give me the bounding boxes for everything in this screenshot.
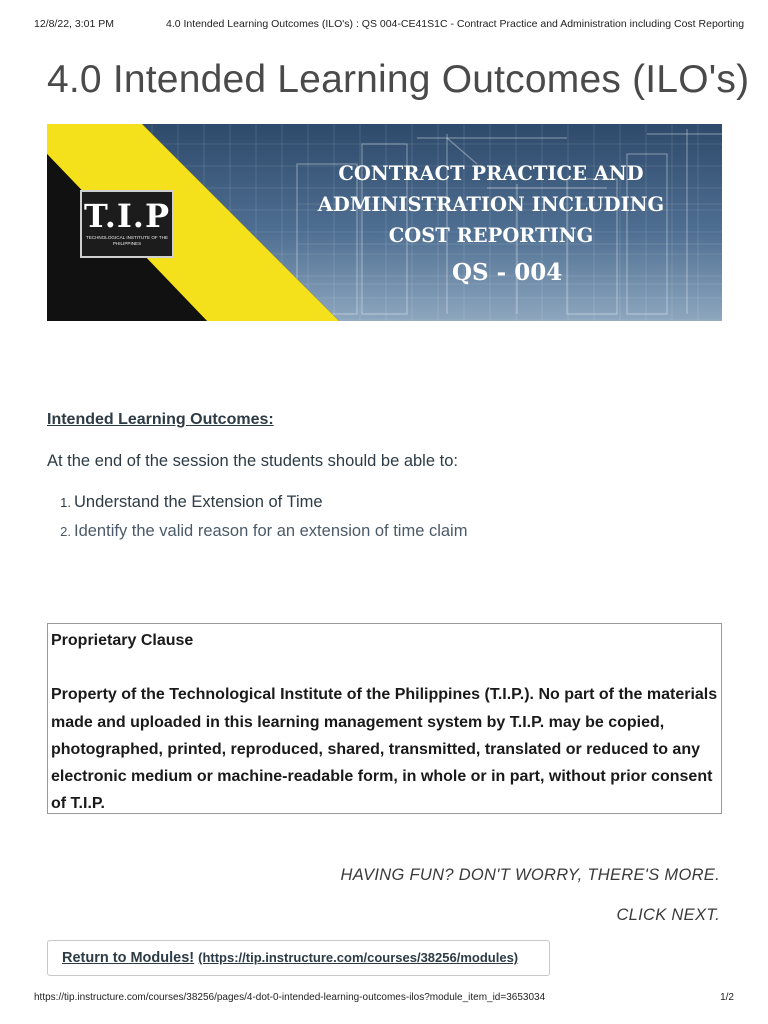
outcome-text: Identify the valid reason for an extension of time claim bbox=[74, 522, 468, 540]
banner-title: CONTRACT PRACTICE AND ADMINISTRATION INCLUDING COST REPORTING bbox=[317, 162, 665, 247]
closing-fun-text: HAVING FUN? DON'T WORRY, THERE'S MORE. bbox=[340, 866, 720, 884]
closing-next-text: CLICK NEXT. bbox=[616, 906, 720, 924]
clause-title: Proprietary Clause bbox=[51, 632, 194, 649]
return-to-modules-link[interactable] bbox=[47, 940, 550, 976]
page-title: 4.0 Intended Learning Outcomes (ILO's) bbox=[47, 58, 750, 101]
logo-subtext: TECHNOLOGICAL INSTITUTE OF THE PHILIPPINES bbox=[85, 235, 169, 246]
return-link-url[interactable]: (https://tip.instructure.com/courses/38256/modules) bbox=[198, 950, 519, 965]
course-banner bbox=[47, 124, 722, 321]
banner-course-code: QS - 004 bbox=[452, 259, 563, 286]
proprietary-clause-box bbox=[47, 623, 722, 814]
tip-logo bbox=[80, 190, 174, 258]
list-item bbox=[51, 517, 467, 546]
clause-body: Property of the Technological Institute of the Philippines (T.I.P.). No part of the materials made and uploaded in this learning management system by T.I.P. may be copied, photographed, printed, reproduced, shared, transmitted, translated or reduced to any electronic medium or machine-readable form, in whole or in part, without prior consent of T.I.P. bbox=[51, 686, 718, 813]
outcome-text: Understand the Extension of Time bbox=[74, 493, 323, 511]
intro-text: At the end of the session the students should be able to: bbox=[47, 452, 458, 470]
print-date: 12/8/22, 3:01 PM bbox=[34, 18, 114, 30]
section-heading: Intended Learning Outcomes: bbox=[47, 411, 274, 428]
list-number: 2. bbox=[60, 524, 71, 539]
footer-page-number: 1/2 bbox=[720, 992, 734, 1003]
print-doc-title: 4.0 Intended Learning Outcomes (ILO's) : QS 004-CE41S1C - Contract Practice and Administration including Cost Reporting bbox=[166, 18, 745, 30]
footer-url: https://tip.instructure.com/courses/38256/pages/4-dot-0-intended-learning-outcomes-ilos?module_item_id=3653034 bbox=[34, 992, 546, 1003]
list-number: 1. bbox=[60, 495, 71, 510]
list-item bbox=[51, 488, 467, 517]
logo-text: T.I.P bbox=[84, 197, 170, 235]
outcomes-list bbox=[51, 488, 467, 546]
return-link-label[interactable]: Return to Modules! bbox=[62, 950, 195, 966]
